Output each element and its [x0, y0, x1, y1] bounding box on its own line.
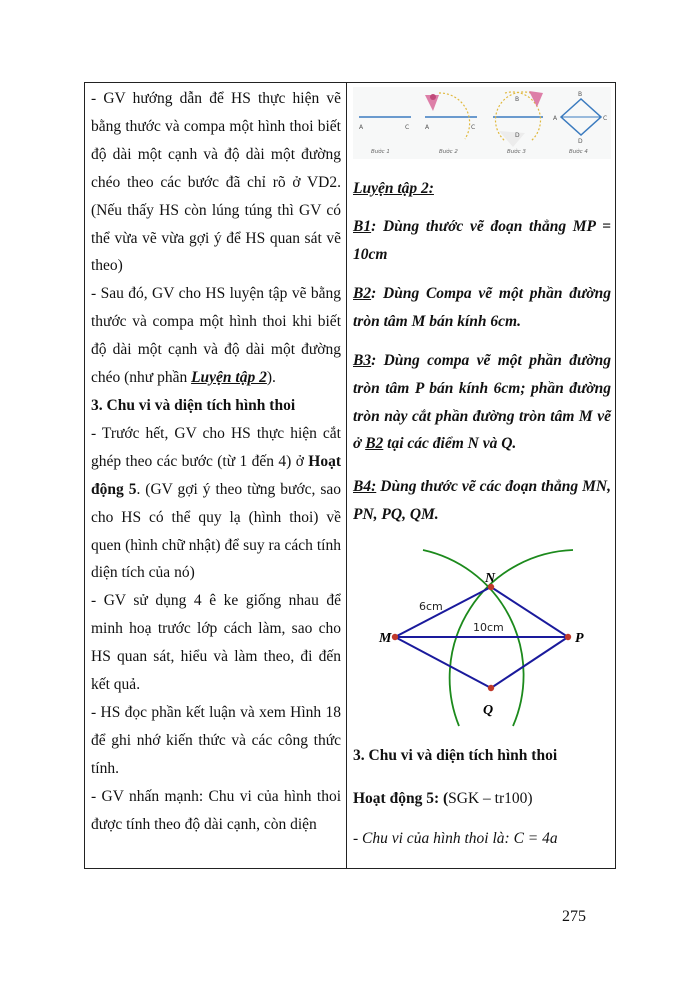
practice-ref: Luyện tập 2	[191, 369, 267, 387]
practice-title: Luyện tập 2:	[353, 180, 434, 197]
svg-text:D: D	[515, 132, 520, 139]
svg-text:Bước 1: Bước 1	[371, 149, 390, 155]
paragraph-conclusion: - HS đọc phần kết luận và xem Hình 18 để ghi nhớ kiến thức và các công thức tính.	[91, 703, 341, 777]
step-b3: B3: Dùng compa vẽ một phần đường tròn tâm P bán kính 6cm; phần đường tròn này cắt phần đường tròn tâm M vẽ ở B2 tại các điểm N và Q.	[353, 352, 611, 453]
lesson-table	[84, 82, 616, 869]
paragraph-emphasis: - GV nhấn mạnh: Chu vi của hình thoi được tính theo độ dài cạnh, còn diện	[91, 787, 341, 833]
side-length-label: 6cm	[419, 600, 443, 613]
svg-text:C: C	[405, 124, 410, 131]
step-b1: B1: Dùng thước vẽ đoạn thẳng MP = 10cm	[353, 218, 611, 263]
svg-text:B: B	[578, 91, 583, 98]
paragraph-set-squares: - GV sử dụng 4 ê ke giống nhau để minh hoạ trước lớp cách làm, sao cho HS quan sát, hiểu và làm theo, đi đến kết quả.	[91, 592, 341, 694]
activity-ref: Hoạt động 5	[91, 452, 341, 498]
diagonal-length-label: 10cm	[473, 621, 504, 634]
label-m: M	[379, 631, 392, 646]
section-heading-right: 3. Chu vi và diện tích hình thoi	[353, 747, 558, 764]
rhombus-construction-figure	[363, 540, 601, 730]
paragraph-cut-assemble: - Trước hết, GV cho HS thực hiện cắt ghép theo các bước (từ 1 đến 4) ở Hoạt động 5. (GV gợi ý theo từng bước, sao cho HS có thể quy lạ (hình thoi) về quen (hình chữ nhật) để suy ra cách tính diện tích của nó)	[91, 424, 341, 582]
svg-text:C: C	[471, 124, 476, 131]
svg-text:Bước 2: Bước 2	[439, 149, 458, 155]
label-p: P	[575, 631, 584, 646]
svg-text:D: D	[578, 138, 583, 145]
label-q: Q	[483, 703, 494, 718]
svg-text:Bước 3: Bước 3	[507, 149, 526, 155]
point-p	[565, 634, 571, 640]
point-m	[392, 634, 398, 640]
step-b4: B4: Dùng thước vẽ các đoạn thẳng MN, PN, PQ, QM.	[353, 478, 611, 523]
segment-pq	[491, 637, 568, 688]
point-q	[488, 685, 494, 691]
svg-text:C: C	[603, 115, 608, 122]
construction-steps-image	[353, 87, 611, 159]
svg-text:A: A	[553, 115, 558, 122]
svg-text:B: B	[515, 96, 520, 103]
column-divider	[346, 83, 347, 868]
segment-qm	[395, 637, 491, 688]
svg-text:Bước 4: Bước 4	[569, 149, 588, 155]
label-n: N	[485, 571, 496, 586]
svg-text:A: A	[425, 124, 430, 131]
teacher-activities-column	[91, 85, 341, 838]
section-heading-left: 3. Chu vi và diện tích hình thoi	[91, 396, 296, 414]
step-b2: B2: Dùng Compa vẽ một phần đường tròn tâm M bán kính 6cm.	[353, 285, 611, 330]
paragraph-drawing-guide: - GV hướng dẫn để HS thực hiện vẽ bằng thước và compa một hình thoi biết độ dài một cạnh và độ dài một đường chéo theo các bước đã chỉ rõ ở VD2. (Nếu thấy HS còn lúng túng thì GV có thể vừa vẽ vừa gợi ý để HS quan sát vẽ theo)	[91, 90, 341, 275]
paragraph-practice: - Sau đó, GV cho HS luyện tập vẽ bằng thước và compa một hình thoi khi biết độ dài một cạnh và độ dài một đường chéo (như phần Luyện tập 2).	[91, 285, 341, 387]
svg-text:A: A	[359, 124, 364, 131]
page-number: 275	[562, 908, 586, 925]
perimeter-formula: - Chu vi của hình thoi là: C = 4a	[353, 830, 558, 847]
activity-5-line: Hoạt động 5: (SGK – tr100)	[353, 790, 533, 807]
